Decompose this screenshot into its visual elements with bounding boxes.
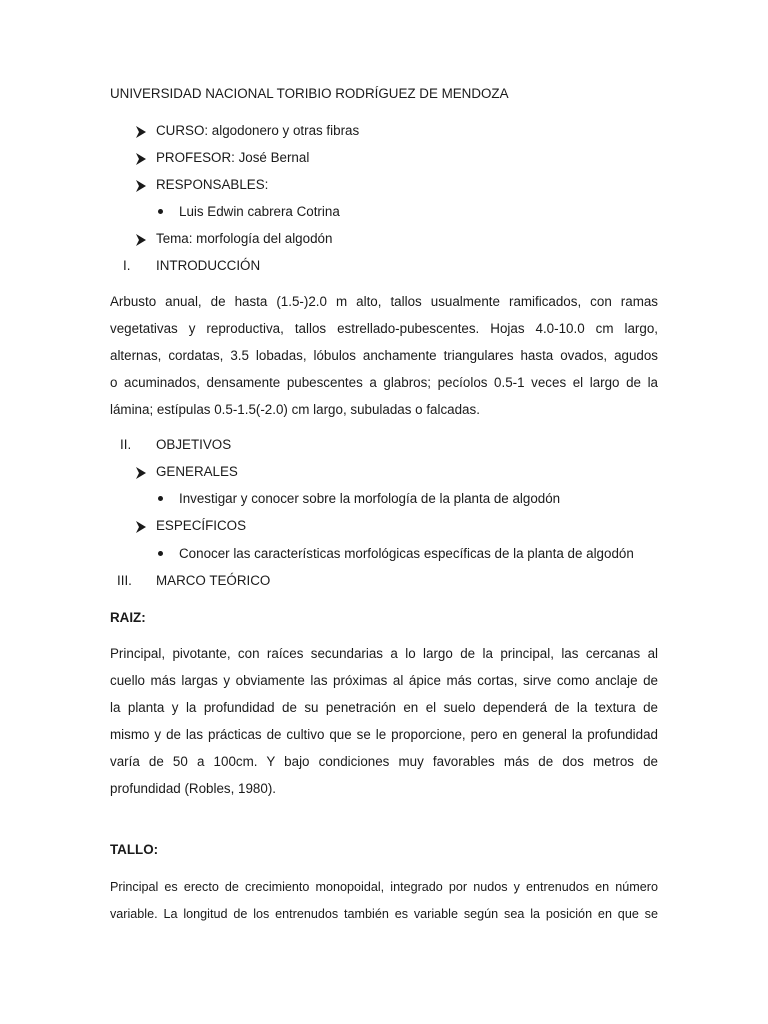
introduccion-paragraph xyxy=(110,293,658,428)
paragraph-line: alternas, cordatas, 3.5 lobadas, lóbulos anchamente triangulares hasta ovados, agudos xyxy=(110,348,658,363)
responsable-name: Luis Edwin cabrera Cotrina xyxy=(179,204,340,219)
paragraph-line: o acuminados, densamente pubescentes a glabros; pecíolos 0.5-1 veces el largo de la xyxy=(110,375,658,390)
arrow-bullet-icon xyxy=(136,153,146,165)
paragraph-line: profundidad (Robles, 1980). xyxy=(110,781,277,796)
paragraph-line: variable. La longitud de los entrenudos también es variable según sea la posición en que se xyxy=(110,907,658,921)
dot-bullet-icon xyxy=(158,551,163,556)
tallo-heading: TALLO: xyxy=(110,842,159,857)
section-title: MARCO TEÓRICO xyxy=(156,573,271,588)
paragraph-line: mismo y de las prácticas de cultivo que se le proporcione, pero en general la profundidad xyxy=(110,727,658,742)
raiz-heading: RAIZ: xyxy=(110,610,146,625)
arrow-bullet-icon xyxy=(136,126,146,138)
tallo-paragraph xyxy=(110,878,658,932)
section-title: INTRODUCCIÓN xyxy=(156,258,261,273)
paragraph-line: Arbusto anual, de hasta (1.5-)2.0 m alto, tallos usualmente ramificados, con ramas xyxy=(110,294,658,309)
arrow-bullet-icon xyxy=(136,180,146,192)
generales-item: Investigar y conocer sobre la morfología de la planta de algodón xyxy=(179,491,561,506)
profesor-label: PROFESOR: José Bernal xyxy=(156,150,310,165)
generales-label: GENERALES xyxy=(156,464,238,479)
paragraph-line: lámina; estípulas 0.5-1.5(-2.0) cm largo, subuladas o falcadas. xyxy=(110,402,480,417)
section-number: III. xyxy=(117,573,132,588)
curso-label: CURSO: algodonero y otras fibras xyxy=(156,123,360,138)
raiz-paragraph xyxy=(110,645,658,807)
tema-label: Tema: morfología del algodón xyxy=(156,231,333,246)
arrow-bullet-icon xyxy=(136,521,146,533)
section-number: I. xyxy=(123,258,131,273)
responsables-label: RESPONSABLES: xyxy=(156,177,269,192)
paragraph-line: varía de 50 a 100cm. Y bajo condiciones muy favorables más de dos metros de xyxy=(110,754,658,769)
paragraph-line: la planta y la profundidad de su penetración en el suelo dependerá de la textura de xyxy=(110,700,658,715)
arrow-bullet-icon xyxy=(136,234,146,246)
dot-bullet-icon xyxy=(158,496,163,501)
paragraph-line: cuello más largas y obviamente las próximas al ápice más cortas, sirve como anclaje de xyxy=(110,673,658,688)
especificos-item: Conocer las características morfológicas específicas de la planta de algodón xyxy=(179,546,634,561)
especificos-label: ESPECÍFICOS xyxy=(156,518,247,533)
paragraph-line: vegetativas y reproductiva, tallos estrellado-pubescentes. Hojas 4.0-10.0 cm largo, xyxy=(110,321,658,336)
arrow-bullet-icon xyxy=(136,467,146,479)
section-number: II. xyxy=(120,437,132,452)
paragraph-line: Principal es erecto de crecimiento monopoidal, integrado por nudos y entrenudos en número xyxy=(110,880,658,894)
document-title: UNIVERSIDAD NACIONAL TORIBIO RODRÍGUEZ DE MENDOZA xyxy=(110,86,509,101)
paragraph-line: Principal, pivotante, con raíces secundarias a lo largo de la principal, las cercanas al xyxy=(110,646,658,661)
section-title: OBJETIVOS xyxy=(156,437,232,452)
dot-bullet-icon xyxy=(158,209,163,214)
